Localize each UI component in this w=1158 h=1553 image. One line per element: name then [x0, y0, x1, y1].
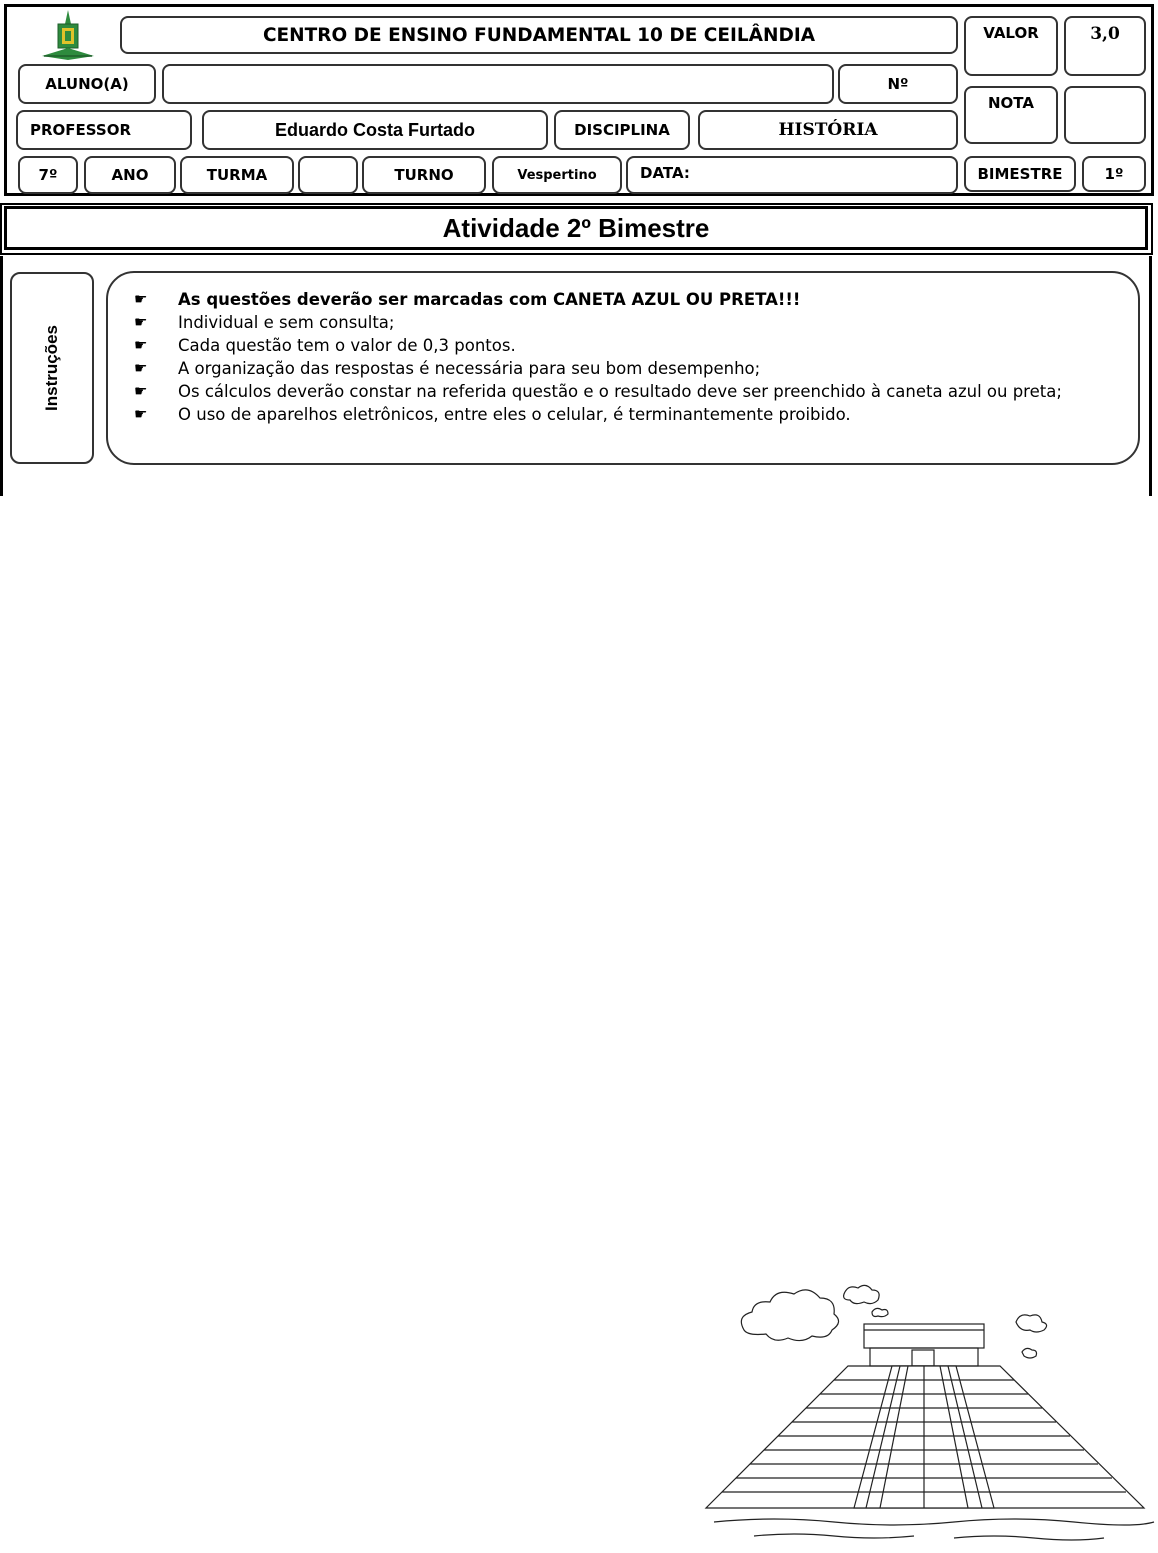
- disciplina-label: DISCIPLINA: [554, 110, 690, 150]
- list-item: ☛ A organização das respostas é necessária para seu bom desempenho;: [134, 359, 761, 378]
- aluno-label: ALUNO(A): [18, 64, 156, 104]
- page-title: Atividade 2º Bimestre: [4, 206, 1148, 250]
- professor-value: Eduardo Costa Furtado: [202, 110, 548, 150]
- aluno-field[interactable]: [162, 64, 834, 104]
- turma-field[interactable]: [298, 156, 358, 194]
- nota-field[interactable]: [1064, 86, 1146, 144]
- valor-value: 3,0: [1064, 16, 1146, 76]
- pointing-hand-icon: ☛: [134, 336, 148, 354]
- school-logo-icon: [38, 8, 98, 64]
- school-name: CENTRO DE ENSINO FUNDAMENTAL 10 DE CEILÂNDIA: [120, 16, 958, 54]
- ano-label: ANO: [84, 156, 176, 194]
- turma-label: TURMA: [180, 156, 294, 194]
- nota-label: NOTA: [964, 86, 1058, 144]
- bimestre-value: 1º: [1082, 156, 1146, 192]
- pointing-hand-icon: ☛: [134, 290, 148, 308]
- list-item: ☛ Individual e sem consulta;: [134, 313, 395, 332]
- list-item: ☛ As questões deverão ser marcadas com CANETA AZUL OU PRETA!!!: [134, 290, 801, 309]
- instructions-label: Instruções: [42, 325, 61, 411]
- pointing-hand-icon: ☛: [134, 382, 148, 400]
- turno-value: Vespertino: [492, 156, 622, 194]
- bimestre-label: BIMESTRE: [964, 156, 1076, 192]
- ano-value: 7º: [18, 156, 78, 194]
- pointing-hand-icon: ☛: [134, 359, 148, 377]
- disciplina-value: HISTÓRIA: [698, 110, 958, 150]
- professor-label: PROFESSOR: [16, 110, 192, 150]
- list-item: ☛ O uso de aparelhos eletrônicos, entre eles o celular, é terminantemente proibido.: [134, 405, 851, 424]
- list-item: ☛ Cada questão tem o valor de 0,3 pontos.: [134, 336, 516, 355]
- instructions-list: [134, 288, 1124, 426]
- pointing-hand-icon: ☛: [134, 405, 148, 423]
- numero-label: Nº: [838, 64, 958, 104]
- turno-label: TURNO: [362, 156, 486, 194]
- pointing-hand-icon: ☛: [134, 313, 148, 331]
- valor-label: VALOR: [964, 16, 1058, 76]
- data-label: DATA:: [626, 156, 958, 194]
- list-item: ☛ Os cálculos deverão constar na referida questão e o resultado deve ser preenchido à caneta azul ou preta;: [134, 382, 1062, 401]
- mayan-pyramid-illustration: [694, 1264, 1158, 1553]
